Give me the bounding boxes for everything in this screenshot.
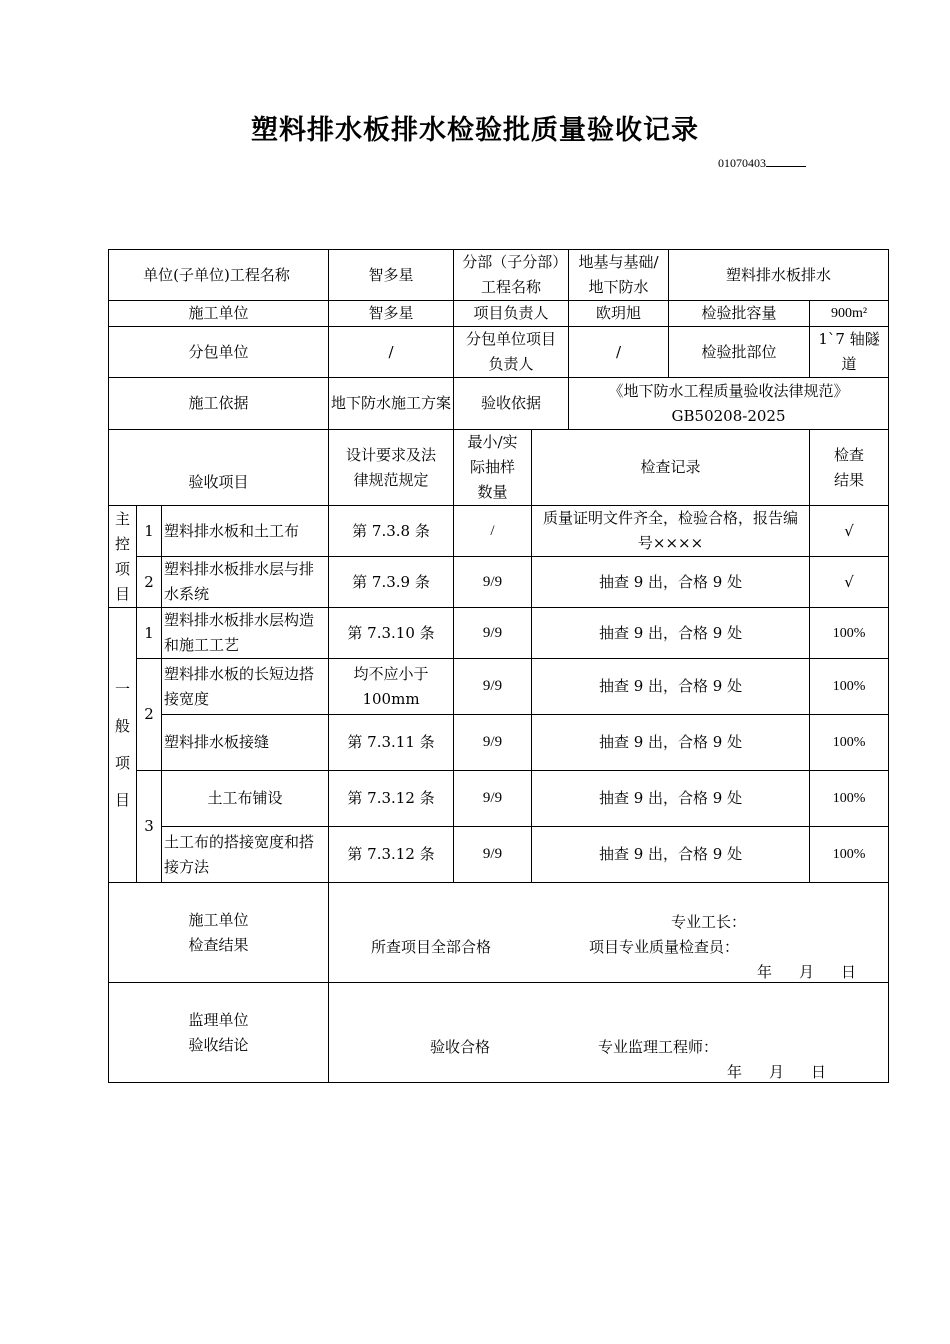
supervisor-check-label: [109, 983, 329, 1083]
main-item-sample[interactable]: 9/9: [454, 557, 532, 608]
item-project-value[interactable]: 塑料排水板排水: [669, 250, 889, 301]
general-item-no: 2: [137, 659, 162, 771]
general-item-spec: 第 7.3.12 条: [329, 827, 454, 883]
accept-basis-label: 验收依据: [454, 378, 569, 430]
sub-pm-value[interactable]: /: [569, 327, 669, 378]
foreman-label: 专业工长：: [671, 912, 747, 931]
general-item-no: 1: [137, 608, 162, 659]
date-day: 日: [841, 962, 857, 981]
general-item-record[interactable]: 抽查 9 出，合格 9 处: [532, 771, 810, 827]
date-year: 年: [757, 962, 773, 981]
general-item-record[interactable]: 抽查 9 出，合格 9 处: [532, 608, 810, 659]
accept-basis-value[interactable]: 《地下防水工程质量验收法律规范》GB50208-2025: [569, 378, 889, 430]
supervisor-conclusion[interactable]: 验收合格: [430, 1037, 491, 1056]
general-item-name: 塑料排水板排水层构造和施工工艺: [162, 608, 329, 659]
general-item-name: 塑料排水板接缝: [162, 715, 329, 771]
pm-label: 项目负责人: [454, 301, 569, 327]
general-item-result[interactable]: 100%: [810, 608, 889, 659]
general-item-sample[interactable]: 9/9: [454, 659, 532, 715]
general-item-name: 土工布的搭接宽度和搭接方法: [162, 827, 329, 883]
main-item-spec: 第 7.3.8 条: [329, 506, 454, 557]
general-item-name: 土工布铺设: [162, 771, 329, 827]
sub-project-value[interactable]: 地基与基础/地下防水: [569, 250, 669, 301]
engineer-label: 专业监理工程师：: [598, 1037, 719, 1056]
basis-value[interactable]: 地下防水施工方案: [329, 378, 454, 430]
general-item-spec: 均不应小于100mm: [329, 659, 454, 715]
main-item-no: 2: [137, 557, 162, 608]
supervisor-check-label-line2: 验收结论: [188, 1035, 249, 1054]
capacity-value[interactable]: 900m²: [810, 301, 889, 327]
general-item-no: 3: [137, 771, 162, 883]
general-item-sample[interactable]: 9/9: [454, 715, 532, 771]
main-item-record[interactable]: 抽查 9 出，合格 9 处: [532, 557, 810, 608]
date-month: 月: [799, 962, 815, 981]
constructor-conclusion[interactable]: 所查项目全部合格: [371, 937, 492, 956]
location-label: 检验批部位: [669, 327, 810, 378]
general-items-label: 一般项目: [109, 608, 137, 883]
constructor-check-label: [109, 883, 329, 983]
main-item-result[interactable]: √: [810, 557, 889, 608]
main-item-spec: 第 7.3.9 条: [329, 557, 454, 608]
main-items-label: 主控项目: [109, 506, 137, 608]
basis-label: 施工依据: [109, 378, 329, 430]
constructor-check-label-line2: 检查结果: [188, 935, 249, 954]
general-item-name: 塑料排水板的长短边搭接宽度: [162, 659, 329, 715]
date-day: 日: [811, 1062, 827, 1081]
main-item-name: 塑料排水板排水层与排水系统: [162, 557, 329, 608]
constructor-value[interactable]: 智多星: [329, 301, 454, 327]
main-item-result[interactable]: √: [810, 506, 889, 557]
inspector-label: 项目专业质量检查员：: [589, 937, 740, 956]
sub-project-label: 分部（子分部）工程名称: [454, 250, 569, 301]
main-item-no: 1: [137, 506, 162, 557]
date-month: 月: [769, 1062, 785, 1081]
location-value[interactable]: 1`7 轴隧道: [810, 327, 889, 378]
general-item-sample[interactable]: 9/9: [454, 608, 532, 659]
constructor-check-label-line1: 施工单位: [188, 910, 249, 929]
page-title: 塑料排水板排水检验批质量验收记录: [251, 115, 699, 146]
general-item-result[interactable]: 100%: [810, 659, 889, 715]
general-item-spec: 第 7.3.10 条: [329, 608, 454, 659]
col-result: 检查结果: [810, 430, 889, 506]
unit-label: 单位(子单位)工程名称: [109, 250, 329, 301]
main-item-sample[interactable]: /: [454, 506, 532, 557]
sub-pm-label: 分包单位项目负责人: [454, 327, 569, 378]
subcontractor-value[interactable]: /: [329, 327, 454, 378]
general-item-sample[interactable]: 9/9: [454, 827, 532, 883]
col-spec: 设计要求及法律规范规定: [329, 430, 454, 506]
record-code-blank[interactable]: [766, 156, 806, 167]
general-item-sample[interactable]: 9/9: [454, 771, 532, 827]
pm-value[interactable]: 欧玥旭: [569, 301, 669, 327]
general-item-record[interactable]: 抽查 9 出，合格 9 处: [532, 827, 810, 883]
capacity-label: 检验批容量: [669, 301, 810, 327]
date-year: 年: [727, 1062, 743, 1081]
supervisor-check-label-line1: 监理单位: [188, 1010, 249, 1029]
record-code: [718, 156, 806, 171]
general-item-result[interactable]: 100%: [810, 827, 889, 883]
general-item-result[interactable]: 100%: [810, 771, 889, 827]
general-item-spec: 第 7.3.12 条: [329, 771, 454, 827]
main-item-record[interactable]: 质量证明文件齐全，检验合格，报告编号××××: [532, 506, 810, 557]
general-item-spec: 第 7.3.11 条: [329, 715, 454, 771]
col-sample: 最小/实际抽样数量: [454, 430, 532, 506]
constructor-label: 施工单位: [109, 301, 329, 327]
subcontractor-label: 分包单位: [109, 327, 329, 378]
col-item: 验收项目: [109, 430, 329, 506]
supervisor-check-cell: [329, 983, 889, 1083]
unit-value[interactable]: 智多星: [329, 250, 454, 301]
col-record: 检查记录: [532, 430, 810, 506]
record-code-number: 01070403: [718, 156, 766, 170]
general-item-record[interactable]: 抽查 9 出，合格 9 处: [532, 715, 810, 771]
general-item-result[interactable]: 100%: [810, 715, 889, 771]
inspection-table: [108, 249, 889, 1083]
general-item-record[interactable]: 抽查 9 出，合格 9 处: [532, 659, 810, 715]
main-item-name: 塑料排水板和土工布: [162, 506, 329, 557]
constructor-check-cell: [329, 883, 889, 983]
